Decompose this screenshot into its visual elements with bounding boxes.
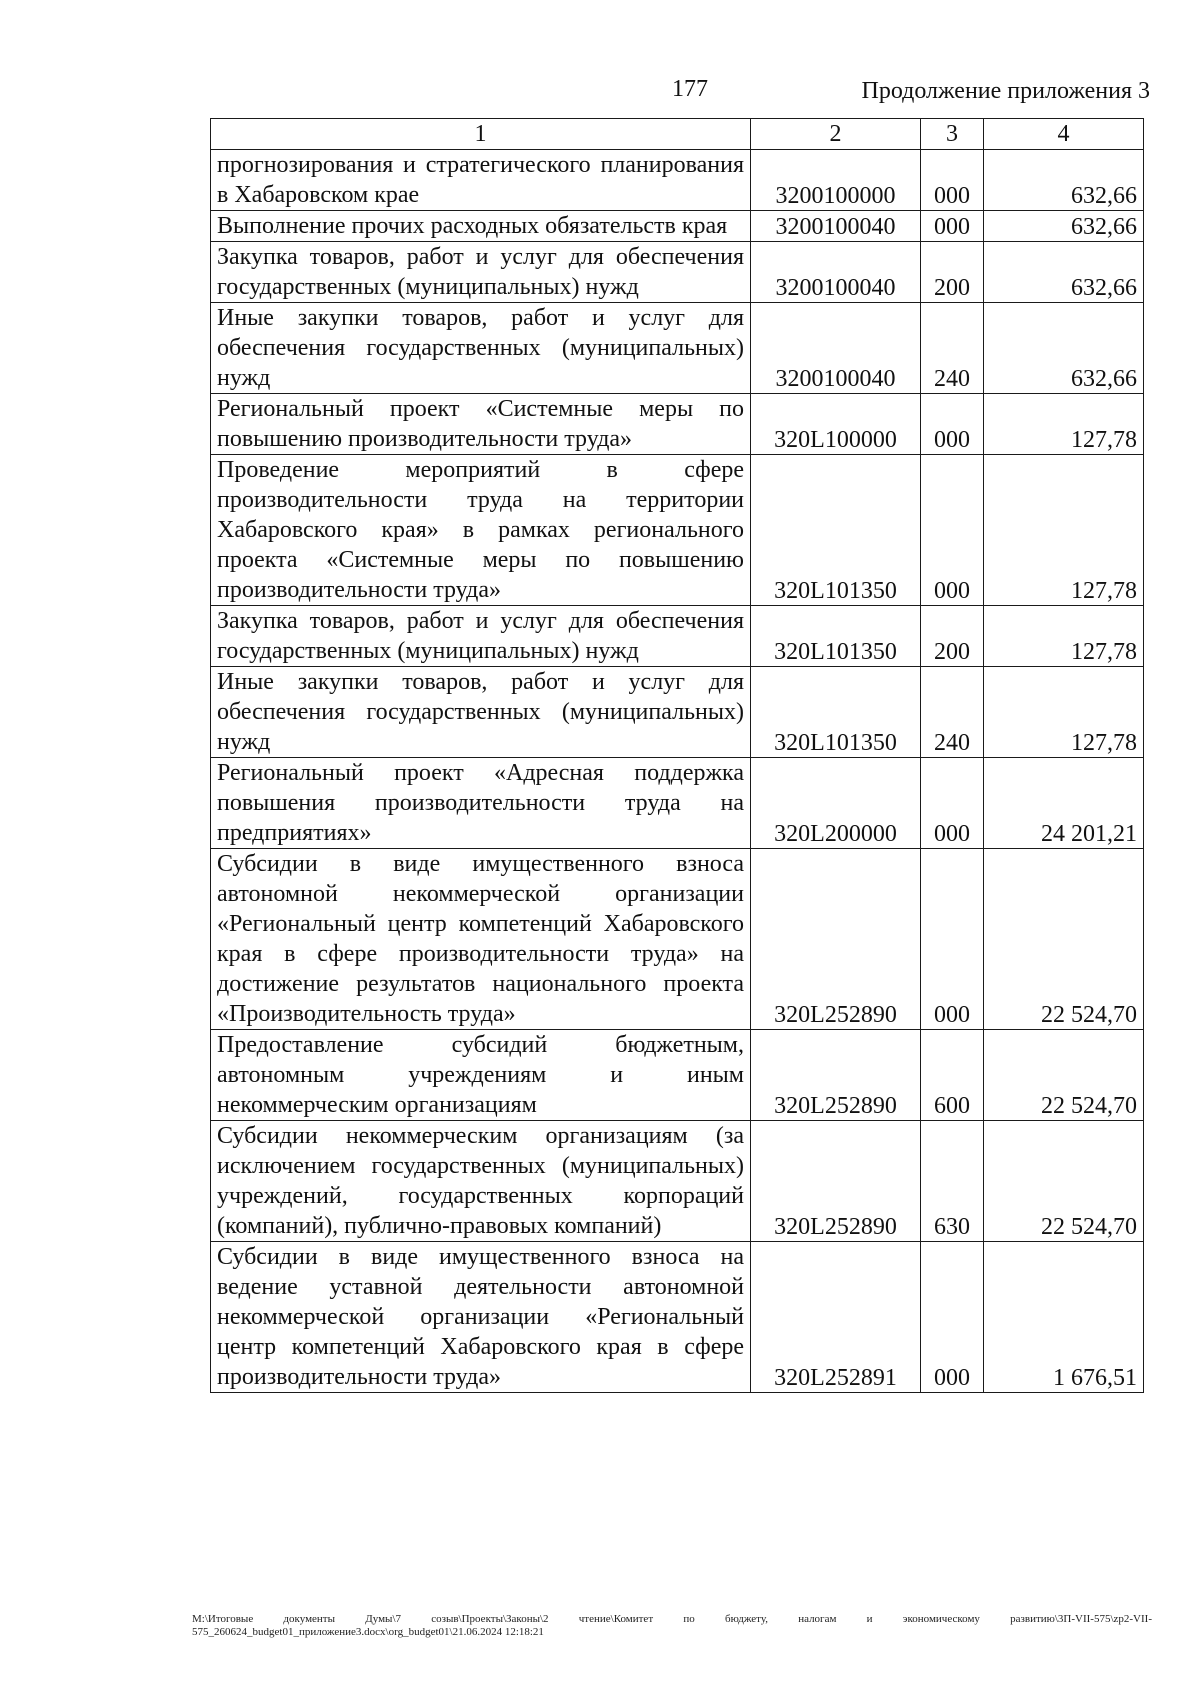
footer-file-path: M:\Итоговые документы Думы\7 созыв\Проекты\Законы\2 чтение\Комитет по бюджету, налогам и экономическому развитию\3П-VII-575\zp2-VII-575_260624_budget01_приложение3.docx\org_budget01\21.06.2024 12:18:21 xyxy=(192,1613,1152,1638)
table-row xyxy=(211,303,1144,394)
row-code: 320L101350 xyxy=(751,606,921,667)
row-code: 3200100000 xyxy=(751,150,921,211)
row-name: Субсидии некоммерческим организациям (за исключением государственных (муниципальных) учреждений, государственных корпораций (компаний), публично-правовых компаний) xyxy=(211,1121,751,1242)
row-code: 320L252890 xyxy=(751,849,921,1030)
row-amount: 127,78 xyxy=(984,667,1144,758)
row-type: 000 xyxy=(921,455,984,606)
row-code: 320L252890 xyxy=(751,1121,921,1242)
row-type: 200 xyxy=(921,242,984,303)
row-amount: 22 524,70 xyxy=(984,849,1144,1030)
row-amount: 632,66 xyxy=(984,211,1144,242)
row-amount: 22 524,70 xyxy=(984,1121,1144,1242)
table-row xyxy=(211,1121,1144,1242)
row-code: 320L101350 xyxy=(751,667,921,758)
table-row xyxy=(211,758,1144,849)
table-row xyxy=(211,849,1144,1030)
row-code: 3200100040 xyxy=(751,211,921,242)
table-row xyxy=(211,150,1144,211)
row-amount: 632,66 xyxy=(984,242,1144,303)
row-name: Региональный проект «Адресная поддержка повышения производительности труда на предприятиях» xyxy=(211,758,751,849)
row-type: 200 xyxy=(921,606,984,667)
table-row xyxy=(211,242,1144,303)
table-body xyxy=(211,150,1144,1393)
row-name: Закупка товаров, работ и услуг для обеспечения государственных (муниципальных) нужд xyxy=(211,606,751,667)
row-amount: 632,66 xyxy=(984,303,1144,394)
row-name: Субсидии в виде имущественного взноса на ведение уставной деятельности автономной некоммерческой организации «Региональный центр компетенций Хабаровского края в сфере производительности труда» xyxy=(211,1242,751,1393)
table-row xyxy=(211,455,1144,606)
table-row xyxy=(211,667,1144,758)
row-code: 320L100000 xyxy=(751,394,921,455)
page-number: 177 xyxy=(672,76,708,102)
row-name: прогнозирования и стратегического планирования в Хабаровском крае xyxy=(211,150,751,211)
row-amount: 24 201,21 xyxy=(984,758,1144,849)
row-type: 000 xyxy=(921,1242,984,1393)
table-row xyxy=(211,394,1144,455)
row-type: 600 xyxy=(921,1030,984,1121)
row-amount: 127,78 xyxy=(984,394,1144,455)
row-amount: 632,66 xyxy=(984,150,1144,211)
budget-table xyxy=(210,118,1144,1393)
table-row xyxy=(211,1030,1144,1121)
row-name: Закупка товаров, работ и услуг для обеспечения государственных (муниципальных) нужд xyxy=(211,242,751,303)
row-code: 3200100040 xyxy=(751,242,921,303)
row-amount: 1 676,51 xyxy=(984,1242,1144,1393)
row-code: 320L101350 xyxy=(751,455,921,606)
column-header: 1 xyxy=(211,119,751,150)
column-header: 2 xyxy=(751,119,921,150)
row-name: Субсидии в виде имущественного взноса автономной некоммерческой организации «Региональный центр компетенций Хабаровского края в сфере производительности труда» на достижение результатов национального проекта «Производительность труда» xyxy=(211,849,751,1030)
table-row xyxy=(211,606,1144,667)
row-type: 000 xyxy=(921,150,984,211)
continuation-label: Продолжение приложения 3 xyxy=(861,78,1150,104)
row-code: 320L252891 xyxy=(751,1242,921,1393)
row-type: 240 xyxy=(921,667,984,758)
row-amount: 22 524,70 xyxy=(984,1030,1144,1121)
row-type: 000 xyxy=(921,394,984,455)
row-amount: 127,78 xyxy=(984,606,1144,667)
column-header: 4 xyxy=(984,119,1144,150)
row-name: Проведение мероприятий в сфере производительности труда на территории Хабаровского края» в рамках регионального проекта «Системные меры по повышению производительности труда» xyxy=(211,455,751,606)
row-type: 000 xyxy=(921,849,984,1030)
row-name: Выполнение прочих расходных обязательств края xyxy=(211,211,751,242)
row-type: 630 xyxy=(921,1121,984,1242)
row-type: 000 xyxy=(921,211,984,242)
row-type: 000 xyxy=(921,758,984,849)
row-code: 3200100040 xyxy=(751,303,921,394)
row-name: Иные закупки товаров, работ и услуг для обеспечения государственных (муниципальных) нужд xyxy=(211,303,751,394)
row-code: 320L252890 xyxy=(751,1030,921,1121)
column-header: 3 xyxy=(921,119,984,150)
row-name: Предоставление субсидий бюджетным, автономным учреждениям и иным некоммерческим организациям xyxy=(211,1030,751,1121)
table-row xyxy=(211,211,1144,242)
row-name: Региональный проект «Системные меры по повышению производительности труда» xyxy=(211,394,751,455)
row-type: 240 xyxy=(921,303,984,394)
table-header-row xyxy=(211,119,1144,150)
table-row xyxy=(211,1242,1144,1393)
row-name: Иные закупки товаров, работ и услуг для обеспечения государственных (муниципальных) нужд xyxy=(211,667,751,758)
row-amount: 127,78 xyxy=(984,455,1144,606)
row-code: 320L200000 xyxy=(751,758,921,849)
